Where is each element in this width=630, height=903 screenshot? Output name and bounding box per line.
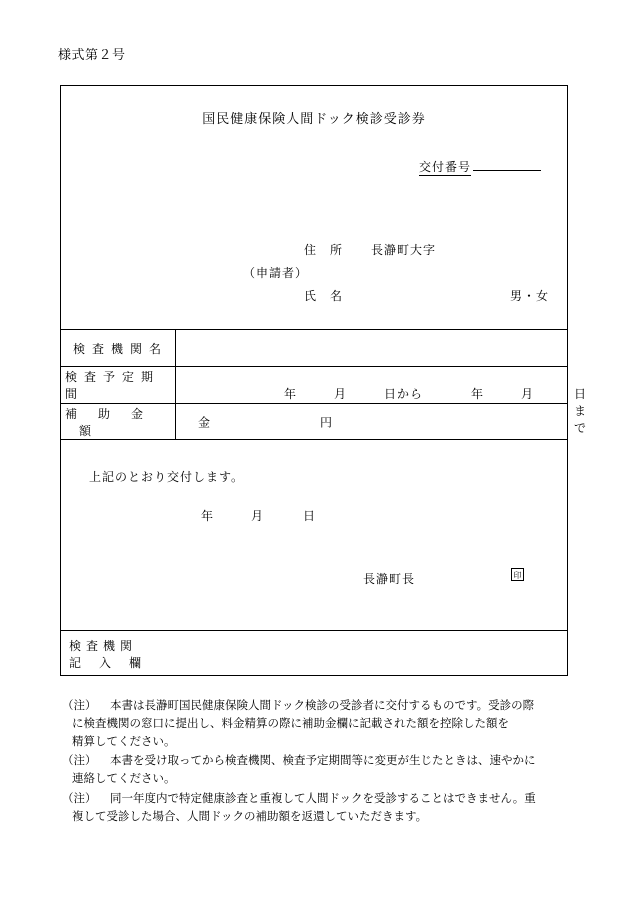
note-body: [62, 700, 574, 751]
notes-list: [62, 698, 574, 829]
period-year-from: 年: [284, 387, 298, 401]
note-line: 本書は長瀞町国民健康保険人間ドック検診の受診者に交付するものです。受診の際: [110, 700, 535, 712]
institution-row: [61, 329, 567, 366]
note-line: 同一年度内で特定健康診査と重複して人間ドックを受診することはできません。重: [110, 793, 536, 806]
period-label: 検 査 予 定 期 間: [61, 367, 176, 403]
form-number: 様式第２号: [58, 47, 126, 62]
issue-number-field: [419, 158, 541, 175]
document-title: 国民健康保険人間ドック検診受診券: [202, 111, 426, 126]
note-body: [62, 755, 574, 789]
note-line: に検査機関の窓口に提出し、料金精算の際に補助金欄に記載された額を控除した額を: [72, 717, 509, 730]
subsidy-row: [61, 403, 567, 439]
applicant-bracket-label: （申請者）: [243, 266, 309, 280]
institution-entry-section: [61, 630, 567, 675]
grant-year: 年: [201, 509, 215, 523]
signer-name: 長瀞町長: [363, 572, 416, 586]
institution-value[interactable]: [176, 330, 567, 366]
address-label: 住 所: [304, 243, 344, 257]
period-year-to: 年: [471, 387, 485, 401]
seal-icon: 印: [511, 568, 524, 581]
subsidy-label: 補 助 金 額: [61, 404, 176, 439]
gender-label: 男・女: [509, 289, 549, 303]
grant-statement: 上記のとおり交付します。: [89, 470, 245, 484]
note-line: 本書を受け取ってから検査機関、検査予定期間等に変更が生じたときは、速やかに: [110, 755, 536, 768]
address-value: 長瀞町大字: [371, 243, 437, 257]
issue-number-label: 交付番号: [419, 160, 472, 174]
period-day-from: 日から: [384, 387, 424, 401]
money-mark: 金: [198, 415, 212, 429]
subsidy-amount-line: [198, 413, 334, 430]
period-value[interactable]: [176, 367, 588, 435]
note-item: [62, 698, 574, 751]
note-line: 複して受診した場合、人間ドックの補助額を返還していただきます。: [72, 810, 428, 823]
note-marker: （注）: [62, 793, 97, 806]
issue-number-blank[interactable]: [473, 169, 541, 171]
note-line: 精算してください。: [72, 735, 176, 748]
applicant-block: [61, 241, 567, 303]
note-marker: （注）: [62, 700, 97, 712]
address-row: [61, 241, 567, 264]
note-marker: （注）: [62, 755, 97, 768]
period-day-to: 日まで: [574, 387, 588, 435]
note-line: 連絡してください。: [72, 773, 176, 786]
voucher-form: [60, 85, 588, 676]
institution-entry-line2: 記 入 欄: [69, 656, 143, 670]
note-body: [62, 793, 574, 827]
note-item: [62, 791, 574, 827]
yen-unit: 円: [320, 415, 334, 429]
grant-day: 日: [303, 509, 317, 523]
grant-section: [61, 439, 567, 630]
institution-entry-line1: 検 査 機 関: [69, 639, 134, 653]
note-item: [62, 753, 574, 789]
grant-month: 月: [251, 509, 265, 523]
subsidy-value[interactable]: [176, 404, 567, 439]
name-label: 氏 名: [304, 289, 344, 303]
institution-label: 検 査 機 関 名: [61, 330, 176, 366]
name-row: [61, 264, 567, 303]
period-month-from: 月: [334, 387, 348, 401]
header-section: [61, 86, 567, 329]
period-month-to: 月: [521, 387, 535, 401]
